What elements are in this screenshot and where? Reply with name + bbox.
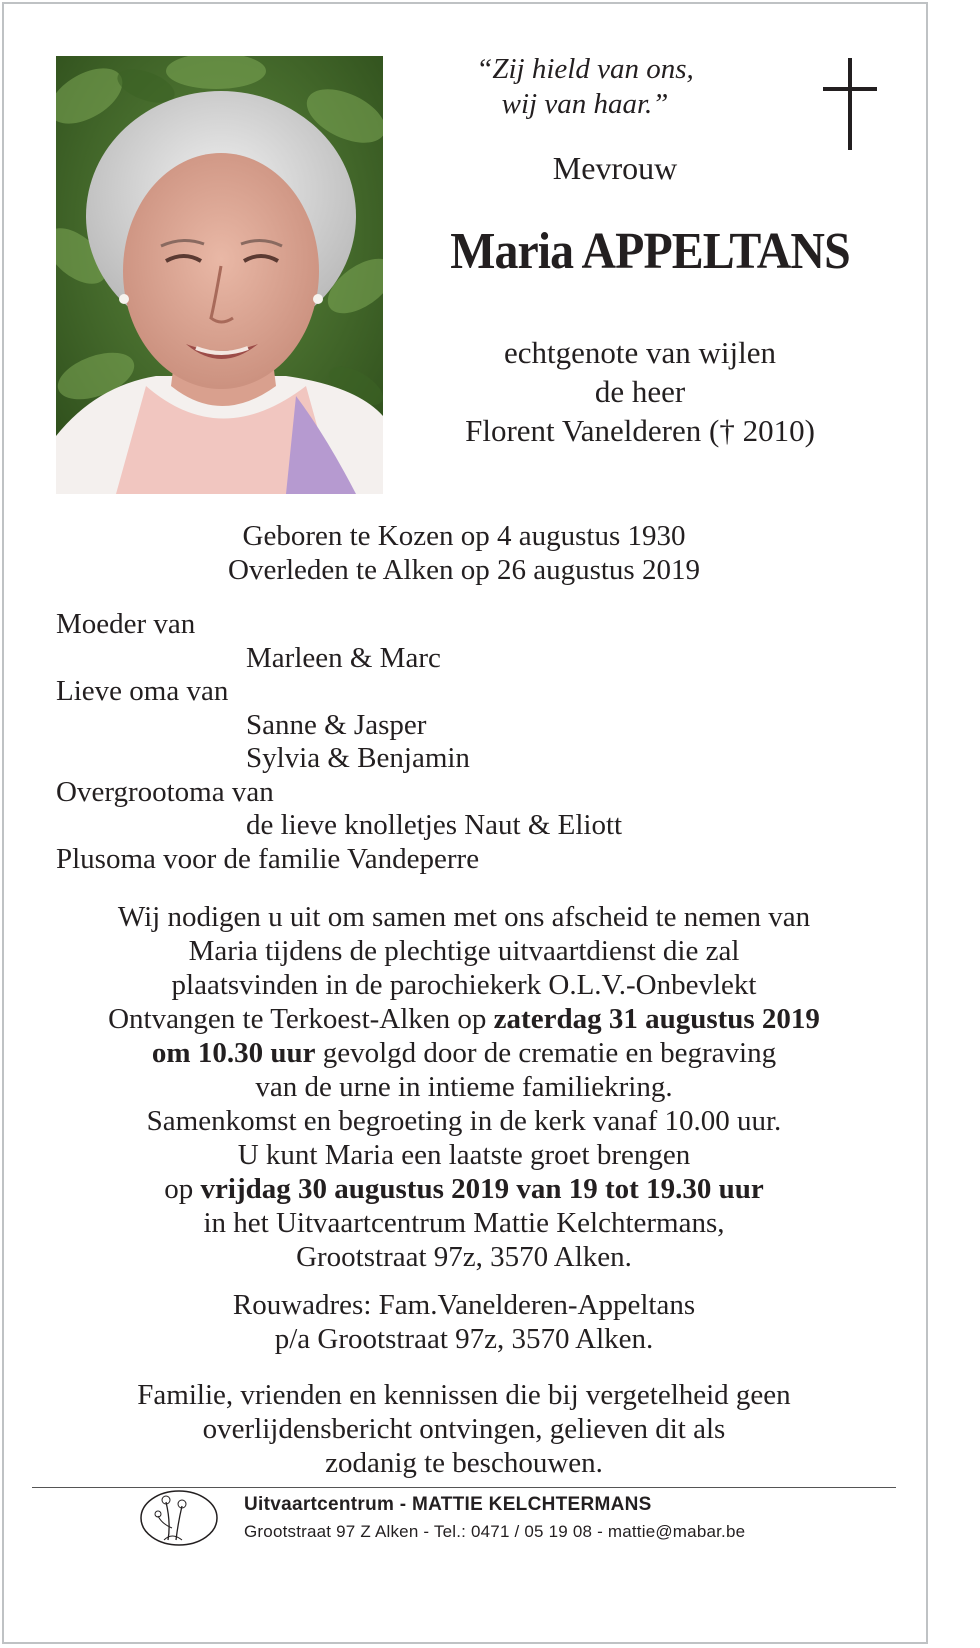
birth-death-dates: [0, 519, 928, 587]
note-line: overlijdensbericht ontvingen, gelieven dit als: [202, 1413, 726, 1445]
family-members: Marleen & Marc: [246, 641, 441, 674]
quote-line-2: wij van haar.”: [501, 88, 669, 120]
invite-text: Ontvangen te Terkoest-Alken op: [108, 1003, 494, 1035]
address-line: p/a Grootstraat 97z, 3570 Alken.: [274, 1323, 654, 1355]
funeral-invitation: [0, 900, 928, 1274]
invite-line: Grootstraat 97z, 3570 Alken.: [296, 1241, 632, 1273]
family-members: Sanne & Jasper: [246, 708, 427, 741]
invite-line: [0, 1036, 928, 1070]
invite-line: van de urne in intieme familiekring.: [255, 1071, 673, 1103]
invite-line: U kunt Maria een laatste groet brengen: [237, 1139, 691, 1171]
invite-line: in het Uitvaartcentrum Mattie Kelchtermans,: [203, 1207, 725, 1239]
closing-note: [0, 1378, 928, 1480]
service-date: zaterdag 31 augustus 2019: [493, 1003, 820, 1035]
mourning-address: [0, 1288, 928, 1356]
note-line: Familie, vrienden en kennissen die bij vergetelheid geen: [137, 1379, 791, 1411]
funeral-home-contact: Grootstraat 97 Z Alken - Tel.: 0471 / 05 19 08 - mattie@mabar.be: [244, 1522, 746, 1541]
quote-line-1: “Zij hield van ons,: [476, 53, 694, 85]
family-members: de lieve knolletjes Naut & Eliott: [246, 809, 623, 841]
portrait-photo: [56, 56, 383, 494]
died-line: Overleden te Alken op 26 augustus 2019: [228, 554, 700, 586]
flower-logo-icon: [138, 1488, 220, 1548]
invite-line: [0, 1002, 928, 1036]
quote: [440, 52, 730, 122]
family-label: Lieve oma van: [56, 675, 229, 707]
visitation-date: vrijdag 30 augustus 2019 van 19 tot 19.30 uur: [200, 1173, 764, 1205]
service-time: om 10.30 uur: [151, 1037, 316, 1069]
invite-text: op: [164, 1173, 201, 1205]
invite-line: Wij nodigen u uit om samen met ons afscheid te nemen van: [117, 901, 811, 933]
invite-text: gevolgd door de crematie en begraving: [315, 1037, 777, 1069]
spouse-info: [400, 333, 880, 450]
invite-line: Maria tijdens de plechtige uitvaartdienst die zal: [188, 935, 740, 967]
family-label: Moeder van: [56, 608, 196, 640]
family-list: [56, 608, 622, 876]
spouse-line-2: de heer: [594, 374, 686, 409]
family-members: Sylvia & Benjamin: [246, 742, 470, 774]
invite-line: Samenkomst en begroeting in de kerk vanaf 10.00 uur.: [146, 1105, 782, 1137]
cross-icon: [823, 58, 877, 150]
spouse-line-1: echtgenote van wijlen: [503, 335, 776, 370]
invite-line: [0, 1172, 928, 1206]
family-label: Plusoma voor de familie Vandeperre: [56, 842, 480, 875]
born-line: Geboren te Kozen op 4 augustus 1930: [242, 520, 686, 552]
address-line: Rouwadres: Fam.Vanelderen-Appeltans: [232, 1289, 696, 1321]
funeral-home-name: Uitvaartcentrum - MATTIE KELCHTERMANS: [244, 1494, 652, 1515]
deceased-name: Maria APPELTANS: [450, 223, 850, 280]
note-line: zodanig te beschouwen.: [325, 1447, 603, 1479]
title: Mevrouw: [552, 150, 678, 186]
spouse-line-3: Florent Vanelderen († 2010): [465, 413, 815, 448]
family-label: Overgrootoma van: [56, 775, 274, 808]
invite-line: plaatsvinden in de parochiekerk O.L.V.-Onbevlekt: [171, 969, 757, 1001]
